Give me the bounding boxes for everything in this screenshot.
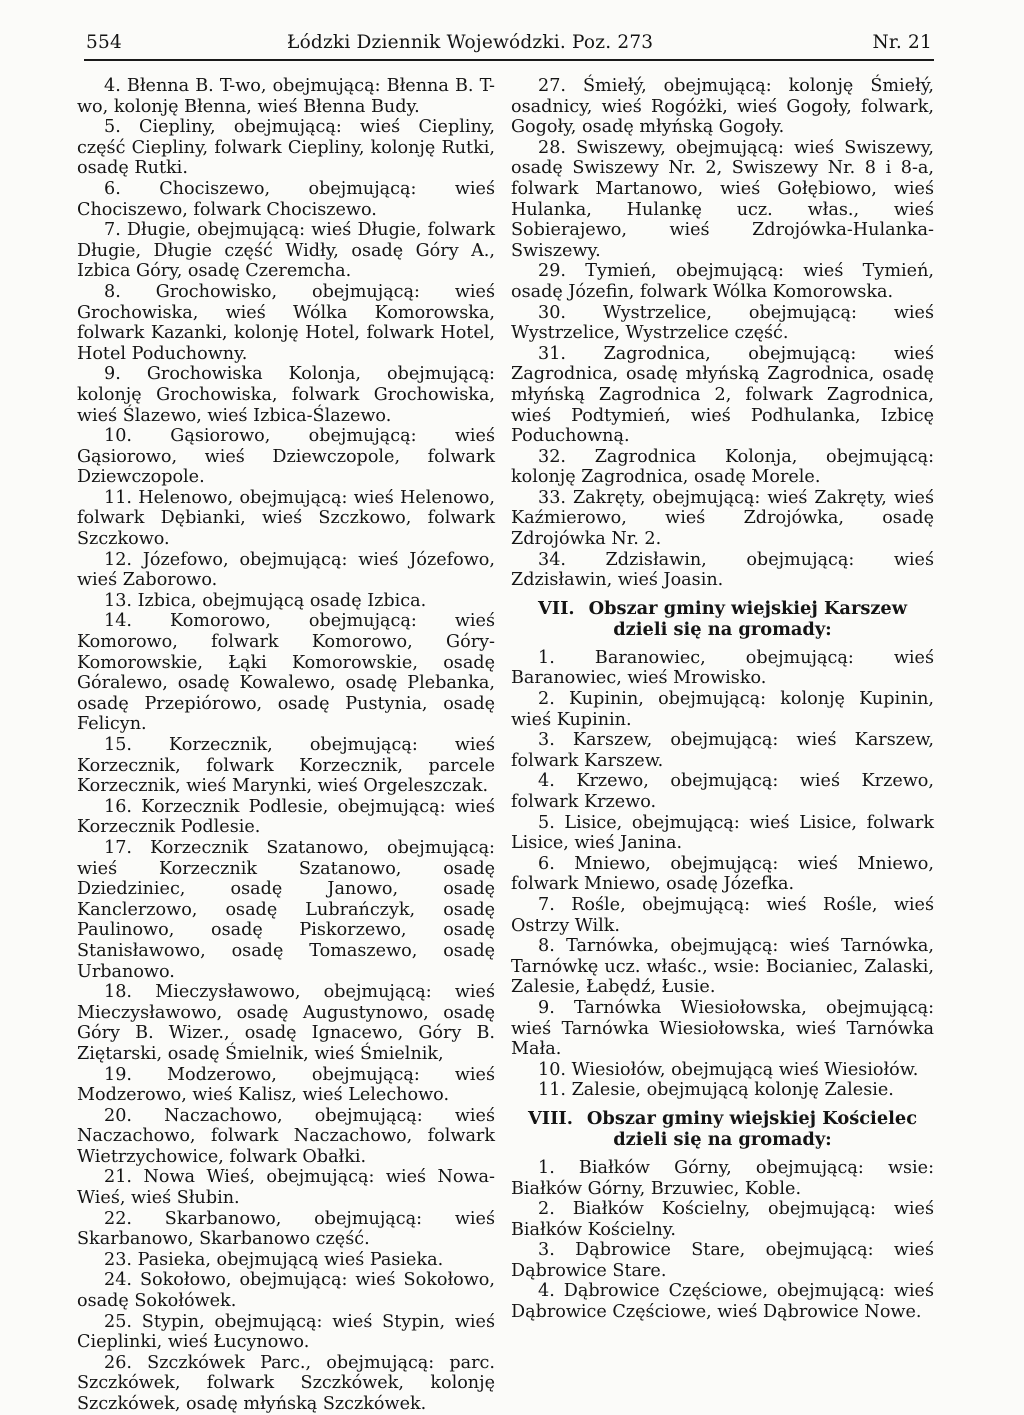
list-item: 1. Baranowiec, obejmującą: wieś Baranowiec, wieś Mrowisko. [511,647,934,689]
section-numeral: VIII. [527,1107,573,1129]
list-item: 6. Chociszewo, obejmującą: wieś Chociszewo, folwark Chociszewo. [77,178,495,220]
list-item: 3. Karszew, obejmującą: wieś Karszew, folwark Karszew. [511,730,934,771]
list-item: 6. Mniewo, obejmującą: wieś Mniewo, folwark Mniewo, osadę Józefka. [511,853,934,895]
list-item: 7. Długie, obejmującą: wieś Długie, folwark Długie, Długie część Widły, osadę Góry A., Izbica Góry, osadę Czeremcha. [77,220,495,282]
list-item: 27. Śmiełý, obejmującą: kolonję Śmiełý, osadnicy, wieś Rogóżki, wieś Gogoły, folwark, Gogoły, osadę młyńską Gogoły. [511,76,934,138]
list-item: 34. Zdzisławin, obejmującą: wieś Zdzisławin, wieś Joasin. [511,549,934,591]
section-numeral: VII. [537,597,575,619]
list-item: 5. Ciepliny, obejmującą: wieś Ciepliny, część Ciepliny, folwark Ciepliny, kolonję Rutki, osadę Rutki. [77,117,495,179]
list-item: 11. Zalesie, obejmującą kolonję Zalesie. [538,1080,894,1101]
list-item: 1. Białków Górny, obejmującą: wsie: Białków Górny, Brzuwiec, Koble. [511,1157,934,1199]
list-item: 32. Zagrodnica Kolonja, obejmującą: kolonję Zagrodnica, osadę Morele. [511,446,934,488]
list-item: 10. Gąsiorowo, obejmującą: wieś Gąsiorowo, wieś Dziewczopole, folwark Dziewczopole. [77,426,495,488]
list-item: 20. Naczachowo, obejmującą: wieś Naczachowo, folwark Naczachowo, folwark Wietrzychowice, folwark Obałki. [77,1105,495,1167]
list-item: 2. Kupinin, obejmującą: kolonję Kupinin, wieś Kupinin. [511,689,934,730]
list-item: 22. Skarbanowo, obejmującą: wieś Skarbanowo, Skarbanowo część. [77,1208,495,1250]
list-item: 3. Dąbrowice Stare, obejmującą: wieś Dąbrowice Stare. [511,1240,934,1281]
list-item: 4. Krzewo, obejmującą: wieś Krzewo, folwark Krzewo. [511,771,934,812]
page-header [86,32,932,60]
list-item: 7. Rośle, obejmującą: wieś Rośle, wieś Ostrzy Wilk. [511,894,934,936]
list-item: 19. Modzerowo, obejmującą: wieś Modzerowo, wieś Kalisz, wieś Lelechowo. [77,1064,495,1106]
list-item: 5. Lisice, obejmującą: wieś Lisice, folwark Lisice, wieś Janina. [511,812,934,854]
list-item: 8. Tarnówka, obejmującą: wieś Tarnówka, Tarnówkę ucz. właśc., wsie: Bocianiec, Zalaski, Zalesie, Łabędź, Łusie. [511,936,934,998]
list-item: 13. Izbica, obejmującą osadę Izbica. [104,590,427,611]
list-item: 4. Dąbrowice Częściowe, obejmującą: wieś Dąbrowice Częściowe, wieś Dąbrowice Nowe. [511,1281,934,1323]
list-item: 33. Zakręty, obejmującą: wieś Zakręty, wieś Kaźmierowo, wieś Zdrojówka, osadę Zdrojówka Nr. 2. [511,487,934,550]
list-item: 17. Korzecznik Szatanowo, obejmującą: wieś Korzecznik Szatanowo, osadę Dziedziniec, osadę Janowo, osadę Kanclerzowo, osadę Lubrańczyk, osadę Paulinowo, osadę Piskorzewo, osadę Stanisławowo, osadę Tomaszewo, osadę Urbanowo. [77,837,495,982]
list-item: 24. Sokołowo, obejmującą: wieś Sokołowo, osadę Sokołówek. [77,1270,495,1312]
list-item: 8. Grochowisko, obejmującą: wieś Grochowiska, wieś Wólka Komorowska, folwark Kazanki, kolonję Hotel, folwark Hotel, Hotel Poduchowny. [77,281,495,364]
list-item: 15. Korzecznik, obejmującą: wieś Korzecznik, folwark Korzecznik, parcele Korzecznik, wieś Marynki, wieś Orgeleszczak. [77,735,495,797]
list-item: 4. Błenna B. T-wo, obejmującą: Błenna B. T-wo, kolonję Błenna, wieś Błenna Budy. [77,76,495,117]
page-number: 554 [86,32,122,53]
section-heading-viii [511,1108,934,1150]
list-item: 2. Białków Kościelny, obejmującą: wieś Białków Kościelny. [511,1199,934,1240]
header-rule [84,59,934,61]
section-title: Obszar gminy wiejskiej Kościelec dzieli się na gromady: [586,1107,918,1150]
section-title: Obszar gminy wiejskiej Karszew dzieli się na gromady: [588,597,908,640]
journal-title: Łódzki Dziennik Wojewódzki. Poz. 273 [287,32,654,53]
list-item: 16. Korzecznik Podlesie, obejmującą: wieś Korzecznik Podlesie. [77,796,495,838]
list-item: 9. Tarnówka Wiesiołowska, obejmującą: wieś Tarnówka Wiesiołowska, wieś Tarnówka Mała. [511,997,934,1060]
list-item: 30. Wystrzelice, obejmującą: wieś Wystrzelice, Wystrzelice część. [511,302,934,344]
right-column [511,76,934,1323]
section-heading-vii [511,598,934,640]
left-column [77,76,495,1415]
list-item: 23. Pasieka, obejmującą wieś Pasieka. [104,1249,444,1270]
list-item: 18. Mieczysławowo, obejmującą: wieś Mieczysławowo, osadę Augustynowo, osadę Góry B. Wizer., osadę Ignacewo, Góry B. Ziętarski, osadę Śmielnik, wieś Śmielnik, [77,982,495,1064]
list-item: 14. Komorowo, obejmującą: wieś Komorowo, folwark Komorowo, Góry-Komorowskie, Łąki Komorowskie, osadę Góralewo, osadę Kowalewo, osadę Plebanka, osadę Przepiórowo, osadę Pustynia, osadę Felicyn. [77,611,495,735]
list-item: 31. Zagrodnica, obejmującą: wieś Zagrodnica, osadę młyńską Zagrodnica, osadę młyńską Zagrodnica 2, folwark Zagrodnica, wieś Podtymień, wieś Podhulanka, Izbicę Poduchowną. [511,343,934,447]
list-item: 25. Stypin, obejmującą: wieś Stypin, wieś Cieplinki, wieś Łucynowo. [77,1311,495,1353]
issue-number: Nr. 21 [872,32,932,53]
list-item: 10. Wiesiołów, obejmującą wieś Wiesiołów. [538,1059,919,1080]
list-item: 11. Helenowo, obejmującą: wieś Helenowo, folwark Dębianki, wieś Szczkowo, folwark Szczkowo. [77,487,495,550]
list-item: 21. Nowa Wieś, obejmującą: wieś Nowa-Wieś, wieś Słubin. [77,1167,495,1209]
list-item: 26. Szczkówek Parc., obejmującą: parc. Szczkówek, folwark Szczkówek, kolonję Szczkówek, osadę młyńską Szczkówek. [77,1352,495,1414]
list-item: 9. Grochowiska Kolonja, obejmującą: kolonję Grochowiska, folwark Grochowiska, wieś Ślazewo, wieś Izbica-Ślazewo. [77,364,495,426]
list-item: 28. Swiszewy, obejmującą: wieś Swiszewy, osadę Swiszewy Nr. 2, Swiszewy Nr. 8 i 8-a, folwark Martanowo, wieś Gołębiowo, wieś Hulanka, Hulankę ucz. włas., wieś Sobierajewo, wieś Zdrojówka-Hulanka-Swiszewy. [511,137,934,261]
list-item: 12. Józefowo, obejmującą: wieś Józefowo, wieś Zaborowo. [77,549,495,591]
list-item: 29. Tymień, obejmującą: wieś Tymień, osadę Józefin, folwark Wólka Komorowska. [511,261,934,302]
